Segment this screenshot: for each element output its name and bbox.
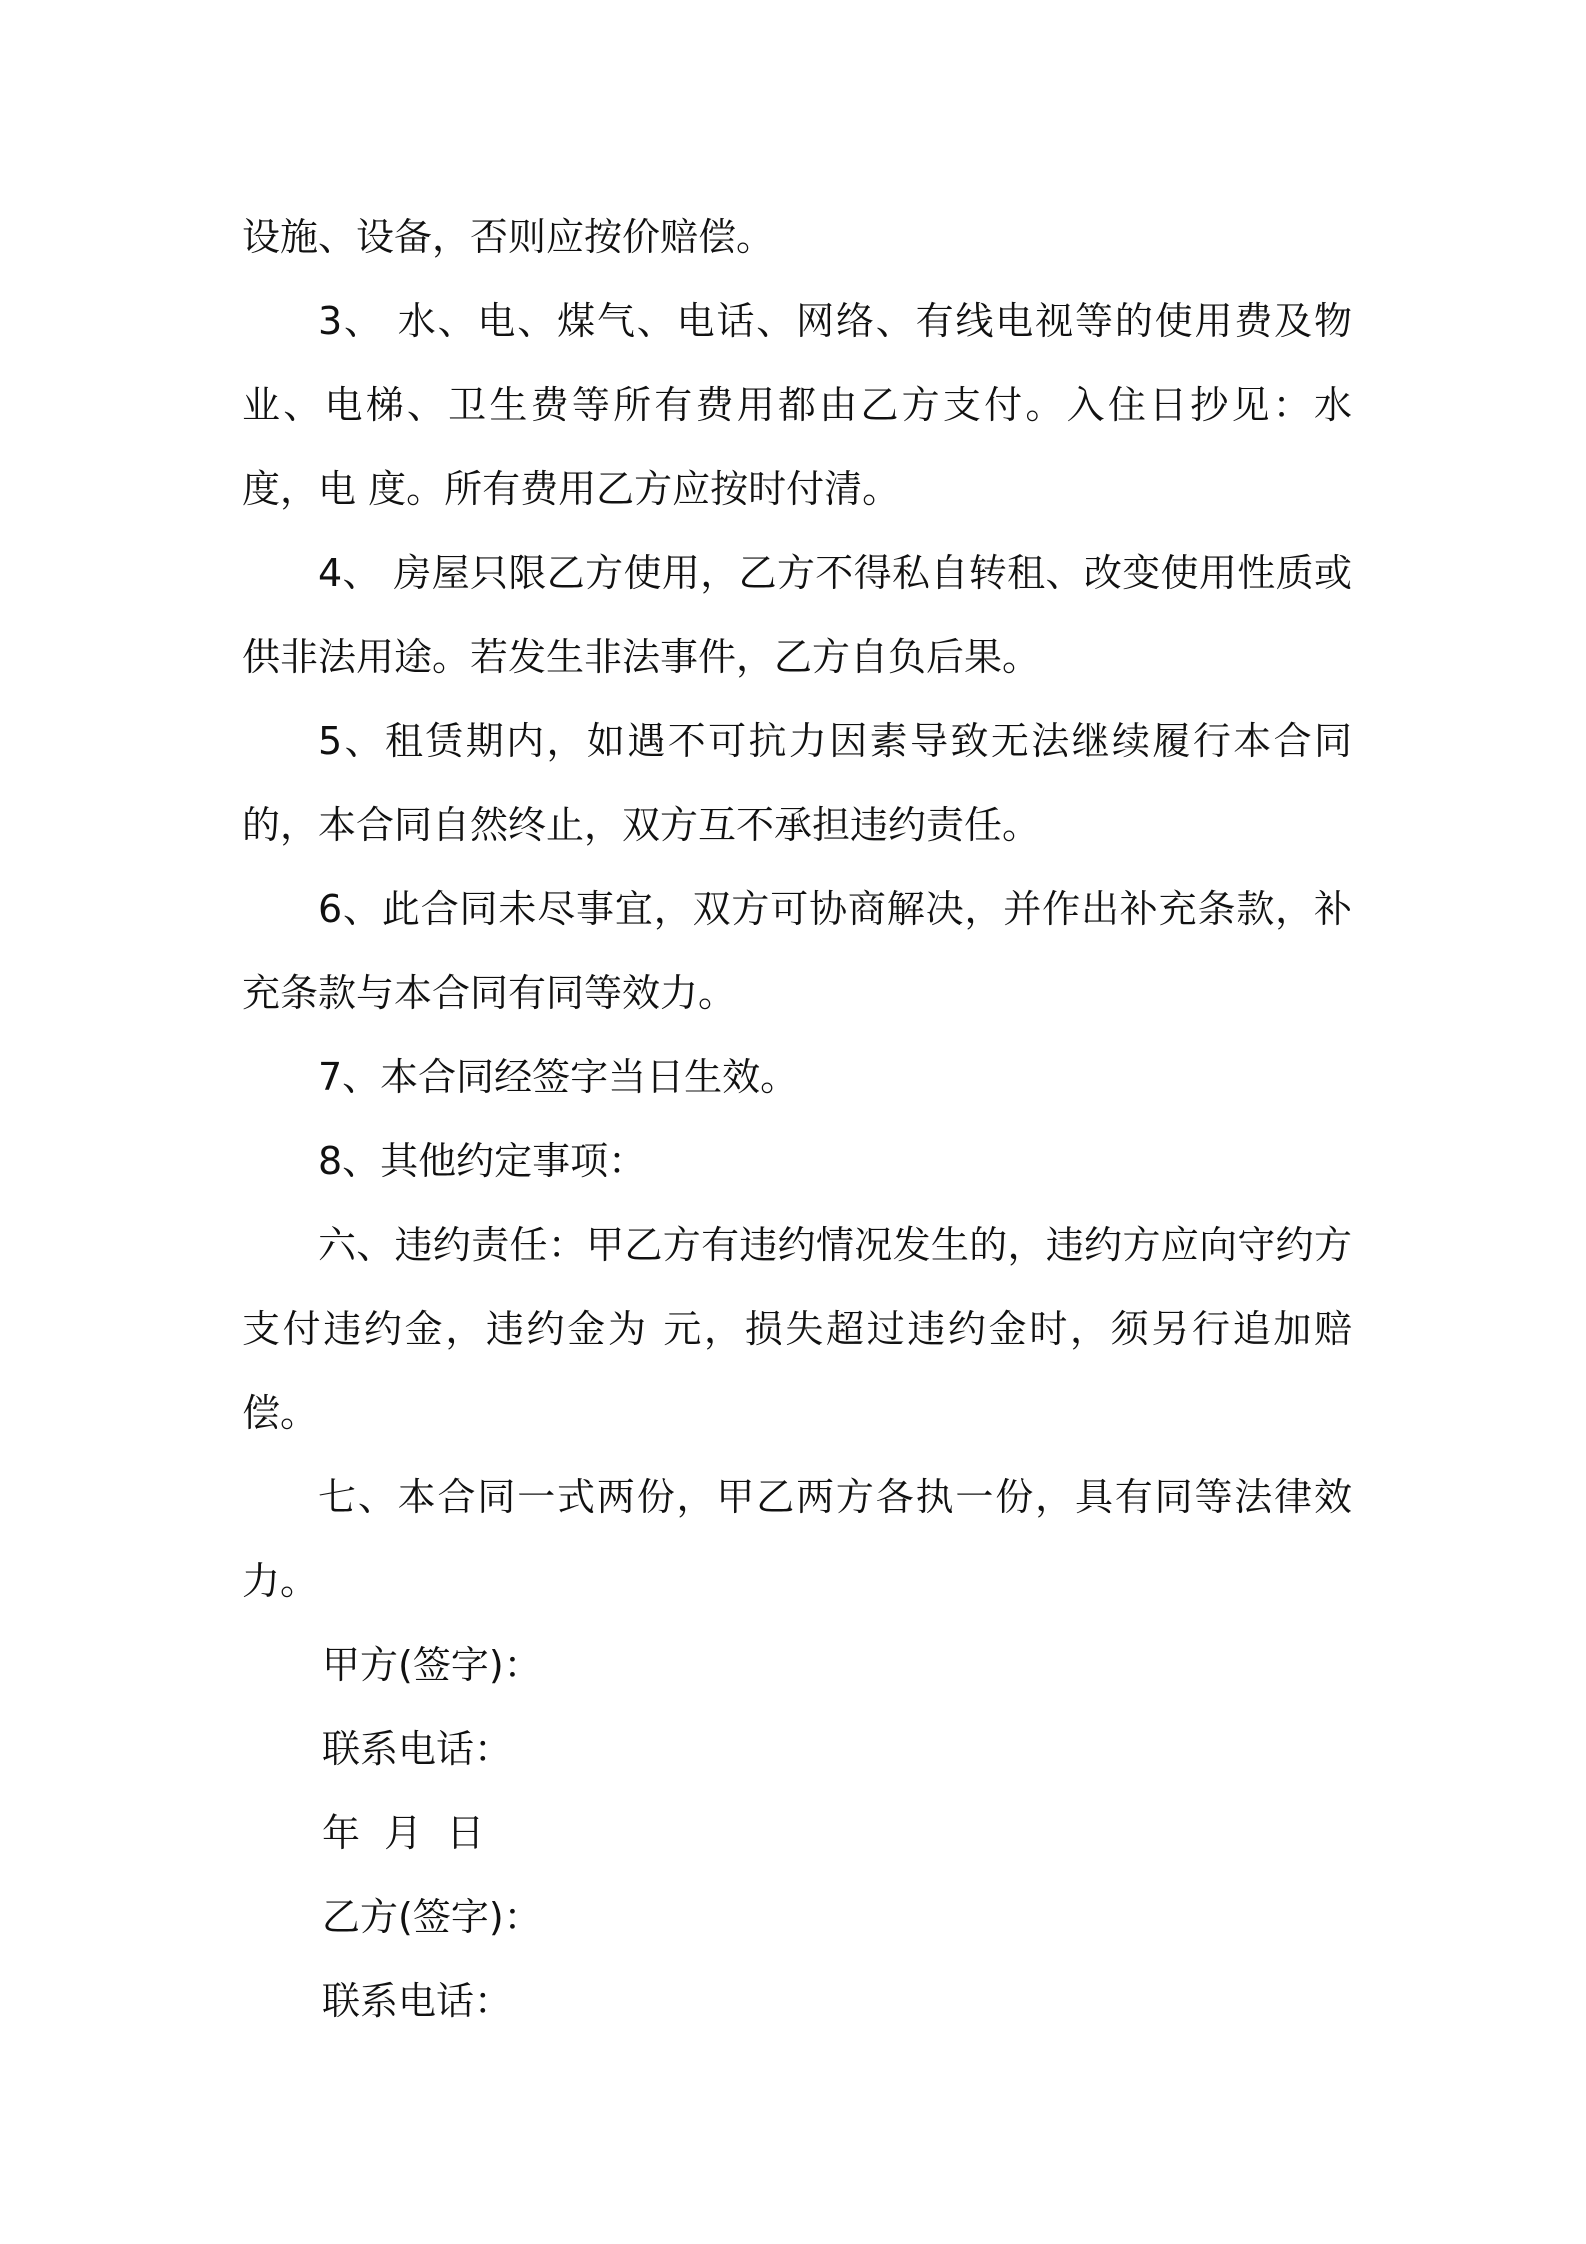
signature-block [242, 1623, 1352, 2043]
party-b-phone-label: 联系电话： [322, 1979, 513, 2023]
party-a-signature-label: 甲方(签字)： [322, 1643, 542, 1687]
section-7-copies: 七、本合同一式两份，甲乙两方各执一份，具有同等法律效力。 [242, 1475, 1352, 1603]
paragraph-continued: 设施、设备，否则应按价赔偿。 [242, 215, 775, 259]
clause-5-force-majeure: 5、租赁期内，如遇不可抗力因素导致无法继续履行本合同的，本合同自然终止，双方互不承担违约责任。 [242, 719, 1352, 847]
clause-8-other: 8、其他约定事项： [318, 1139, 647, 1183]
clause-4-usage: 4、 房屋只限乙方使用，乙方不得私自转租、改变使用性质或供非法用途。若发生非法事件，乙方自负后果。 [242, 551, 1352, 679]
party-a-phone-label: 联系电话： [322, 1727, 513, 1771]
document-body [242, 195, 1365, 2043]
clause-3-utilities: 3、 水、电、煤气、电话、网络、有线电视等的使用费及物业、电梯、卫生费等所有费用都由乙方支付。入住日抄见：水 度，电 度。所有费用乙方应按时付清。 [242, 299, 1365, 511]
clause-6-supplement: 6、此合同未尽事宜，双方可协商解决，并作出补充条款，补充条款与本合同有同等效力。 [242, 887, 1352, 1015]
section-6-breach: 六、违约责任：甲乙方有违约情况发生的，违约方应向守约方支付违约金，违约金为 元，损失超过违约金时，须另行追加赔偿。 [242, 1223, 1352, 1435]
date-label: 年 月 日 [322, 1811, 485, 1855]
clause-7-effective: 7、本合同经签字当日生效。 [318, 1055, 799, 1099]
party-b-signature-label: 乙方(签字)： [322, 1895, 542, 1939]
